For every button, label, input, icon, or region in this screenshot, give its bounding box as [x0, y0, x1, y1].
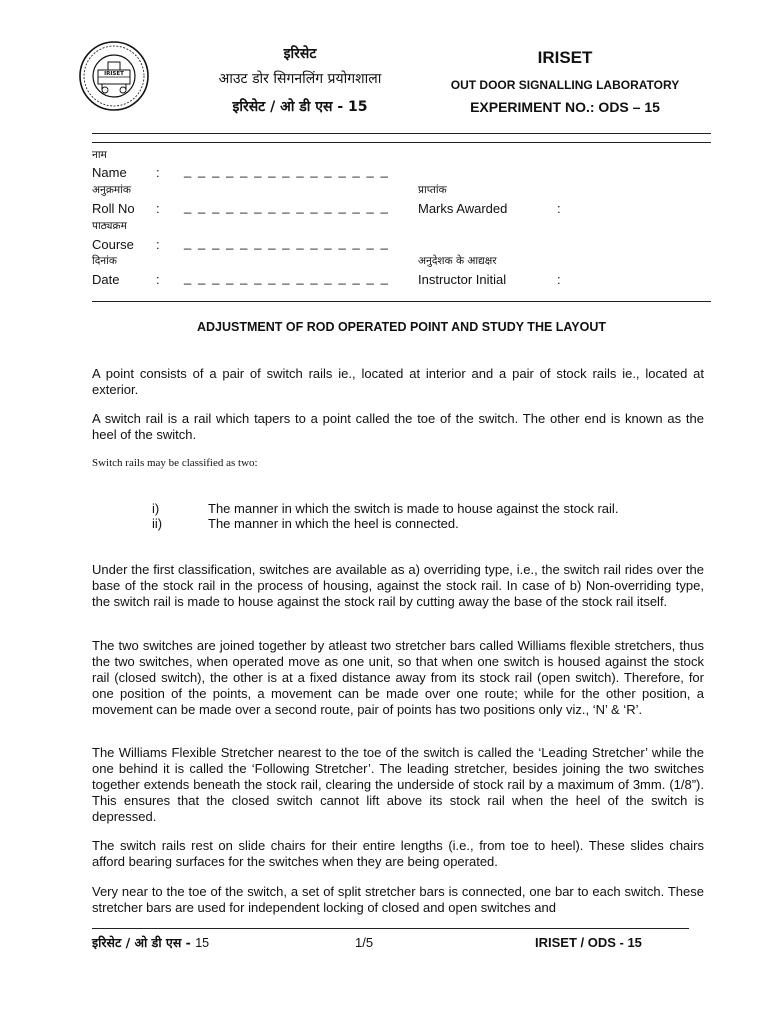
roll-label: Roll No [92, 201, 135, 216]
marks-label: Marks Awarded [418, 201, 508, 216]
header-org: IRISET [537, 48, 593, 67]
course-label-hindi: पाठ्यक्रम [92, 220, 127, 232]
list-item-text: The manner in which the heel is connected. [208, 516, 459, 531]
footer-code-hindi: इरिसेट / ओ डी एस - [92, 935, 191, 950]
name-label: Name [92, 165, 127, 180]
header-rule [92, 133, 711, 134]
course-field[interactable]: _ _ _ _ _ _ _ _ _ _ _ _ _ _ _ [184, 235, 390, 250]
paragraph-split-stretcher: Very near to the toe of the switch, a set of split stretcher bars is connected, one bar to each switch. These stretcher bars are used for independent locking of closed and open switches and [92, 884, 704, 915]
footer-code-number: 15 [195, 936, 210, 950]
paragraph-classification: Switch rails may be classified as two: [92, 457, 258, 469]
paragraph-slide-chairs: The switch rails rest on slide chairs for their entire lengths (i.e., from toe to heel). These slides chairs afford bearing surfaces for the switches when they are being operated. [92, 838, 704, 869]
date-label-hindi: दिनांक [92, 255, 117, 267]
marks-colon: : [557, 201, 561, 216]
date-colon: : [156, 272, 160, 287]
name-field[interactable]: _ _ _ _ _ _ _ _ _ _ _ _ _ _ _ [184, 163, 390, 178]
list-item-number: i) [152, 501, 160, 516]
name-label-hindi: नाम [92, 149, 107, 161]
header-hindi-code: इरिसेट / ओ डी एस - 15 [232, 99, 368, 115]
document-title: ADJUSTMENT OF ROD OPERATED POINT AND STUDY THE LAYOUT [196, 320, 607, 334]
svg-text:IRISET: IRISET [104, 71, 124, 77]
paragraph-first-classification: Under the first classification, switches are available as a) overriding type, i.e., the switch rail rides over the base of the stock rail in the process of housing, against the stock rail. In case of b) Non-overriding type, the switch rail is made to house against the stock rail by cutting away the base of the stock rail itself. [92, 562, 704, 609]
paragraph-point-definition: A point consists of a pair of switch rails ie., located at interior and a pair of stock rails ie., located at exterior. [92, 366, 704, 397]
list-item-number: ii) [152, 516, 163, 531]
marks-label-hindi: प्राप्तांक [418, 184, 447, 196]
paragraph-switch-rail: A switch rail is a rail which tapers to a point called the toe of the switch. The other end is known as the heel of the switch. [92, 411, 704, 442]
date-field[interactable]: _ _ _ _ _ _ _ _ _ _ _ _ _ _ _ [184, 270, 390, 285]
roll-field[interactable]: _ _ _ _ _ _ _ _ _ _ _ _ _ _ _ [184, 199, 390, 214]
course-label: Course [92, 237, 134, 252]
form-rule [92, 301, 711, 302]
name-colon: : [156, 165, 160, 180]
header-hindi-org: इरिसेट [283, 46, 317, 62]
header-rule [92, 142, 711, 143]
page-number: 1/5 [355, 935, 374, 950]
header-experiment: EXPERIMENT NO.: ODS – 15 [470, 99, 660, 115]
header-hindi-lab: आउट डोर सिगनलिंग प्रयोगशाला [218, 71, 382, 87]
paragraph-leading-stretcher: The Williams Flexible Stretcher nearest to the toe of the switch is called the ‘Leading Stretcher’ while the one behind it is called the ‘Following Stretcher’. The leading stretcher, besides joining the two switches together extends beneath the stock rail, clearing the underside of stock rail by a maximum of 3mm. (1/8”). This ensures that the closed switch cannot lift above its stock rail when the heel of the switch is depressed. [92, 745, 704, 824]
footer-right: IRISET / ODS - 15 [535, 935, 642, 950]
roll-colon: : [156, 201, 160, 216]
instructor-colon: : [557, 272, 561, 287]
course-colon: : [156, 237, 160, 252]
paragraph-stretchers: The two switches are joined together by atleast two stretcher bars called Williams flexible stretchers, thus the two switches, when operated move as one unit, so that when one switch is housed against the stock rail (closed switch), the other is at a fixed distance away from its stock rail (open switch). Therefore, for one position of the points, a movement can be made over one route; while for the other position, a movement can be made over a second route, pair of points has two positions only viz., ‘N’ & ‘R’. [92, 638, 704, 717]
instructor-label: Instructor Initial [418, 272, 507, 287]
roll-label-hindi: अनुक्रमांक [92, 184, 131, 196]
date-label: Date [92, 272, 120, 287]
iriset-logo [78, 40, 150, 112]
header-lab: OUT DOOR SIGNALLING LABORATORY [450, 78, 680, 92]
list-item-text: The manner in which the switch is made to house against the stock rail. [208, 501, 619, 516]
footer-left [92, 934, 209, 951]
footer-rule [92, 928, 689, 929]
instructor-label-hindi: अनुदेशक के आद्यक्षर [418, 255, 497, 267]
